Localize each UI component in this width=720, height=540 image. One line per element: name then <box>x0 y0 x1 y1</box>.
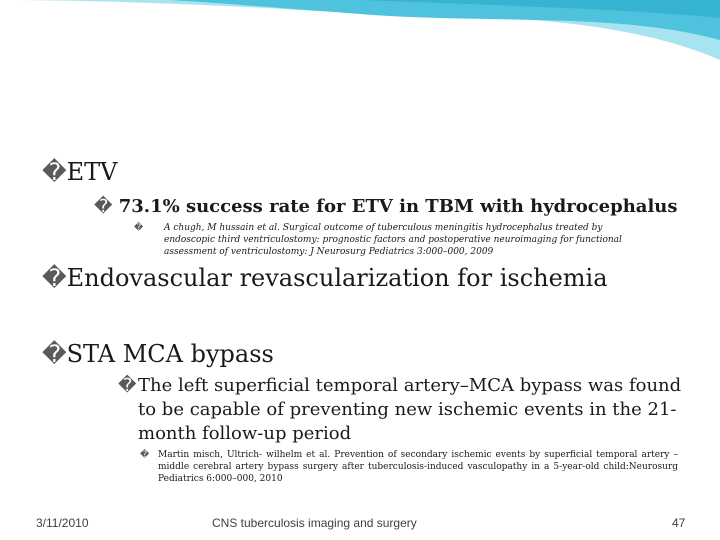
sta-finding <box>118 374 684 446</box>
header-wave-decoration <box>0 0 720 90</box>
heading-endovascular-text: Endovascular revascularization for ischemia <box>66 264 608 292</box>
etv-citation <box>134 222 644 258</box>
heading-endovascular <box>42 264 608 292</box>
sta-citation-text: Martin misch, Ultrich- wilhelm et al. Prevention of secondary ischemic events by superficial temporal artery –middle cerebral artery bypass surgery after tuberculosis-induced vasculopathy in a 5-year-old child:Neurosurg Pediatrics 6:000–000, 2010 <box>158 450 678 484</box>
footer-page-number: 47 <box>672 516 686 530</box>
bullet-l3: � <box>140 450 150 460</box>
sta-finding-text: The left superficial temporal artery–MCA bypass was found to be capable of preventing new ischemic events in the 21-month follow-up period <box>138 375 682 444</box>
bullet-l2: � <box>94 196 113 217</box>
heading-etv <box>42 158 117 186</box>
bullet-l2: � <box>118 375 137 396</box>
heading-sta-mca-text: STA MCA bypass <box>66 340 274 368</box>
heading-etv-text: ETV <box>66 158 118 186</box>
etv-stat <box>94 195 684 219</box>
heading-sta-mca <box>42 340 274 368</box>
bullet-l3: � <box>134 223 144 233</box>
bullet-l1: � <box>42 158 67 186</box>
footer-date: 3/11/2010 <box>36 516 89 530</box>
footer-title: CNS tuberculosis imaging and surgery <box>212 516 417 530</box>
bullet-l1: � <box>42 264 67 292</box>
etv-stat-text: 73.1% success rate for ETV in TBM with hydrocephalus <box>118 196 678 217</box>
bullet-l1: � <box>42 340 67 368</box>
sta-citation <box>140 449 678 485</box>
etv-citation-text: A chugh, M hussain et al. Surgical outcome of tuberculous meningitis hydrocephalus treated by endoscopic third ventriculostomy: prognostic factors and postoperative neuroimaging for functional assessment of ventriculostomy: J Neurosurg Pediatrics 3:000–000, 2009 <box>164 223 622 257</box>
